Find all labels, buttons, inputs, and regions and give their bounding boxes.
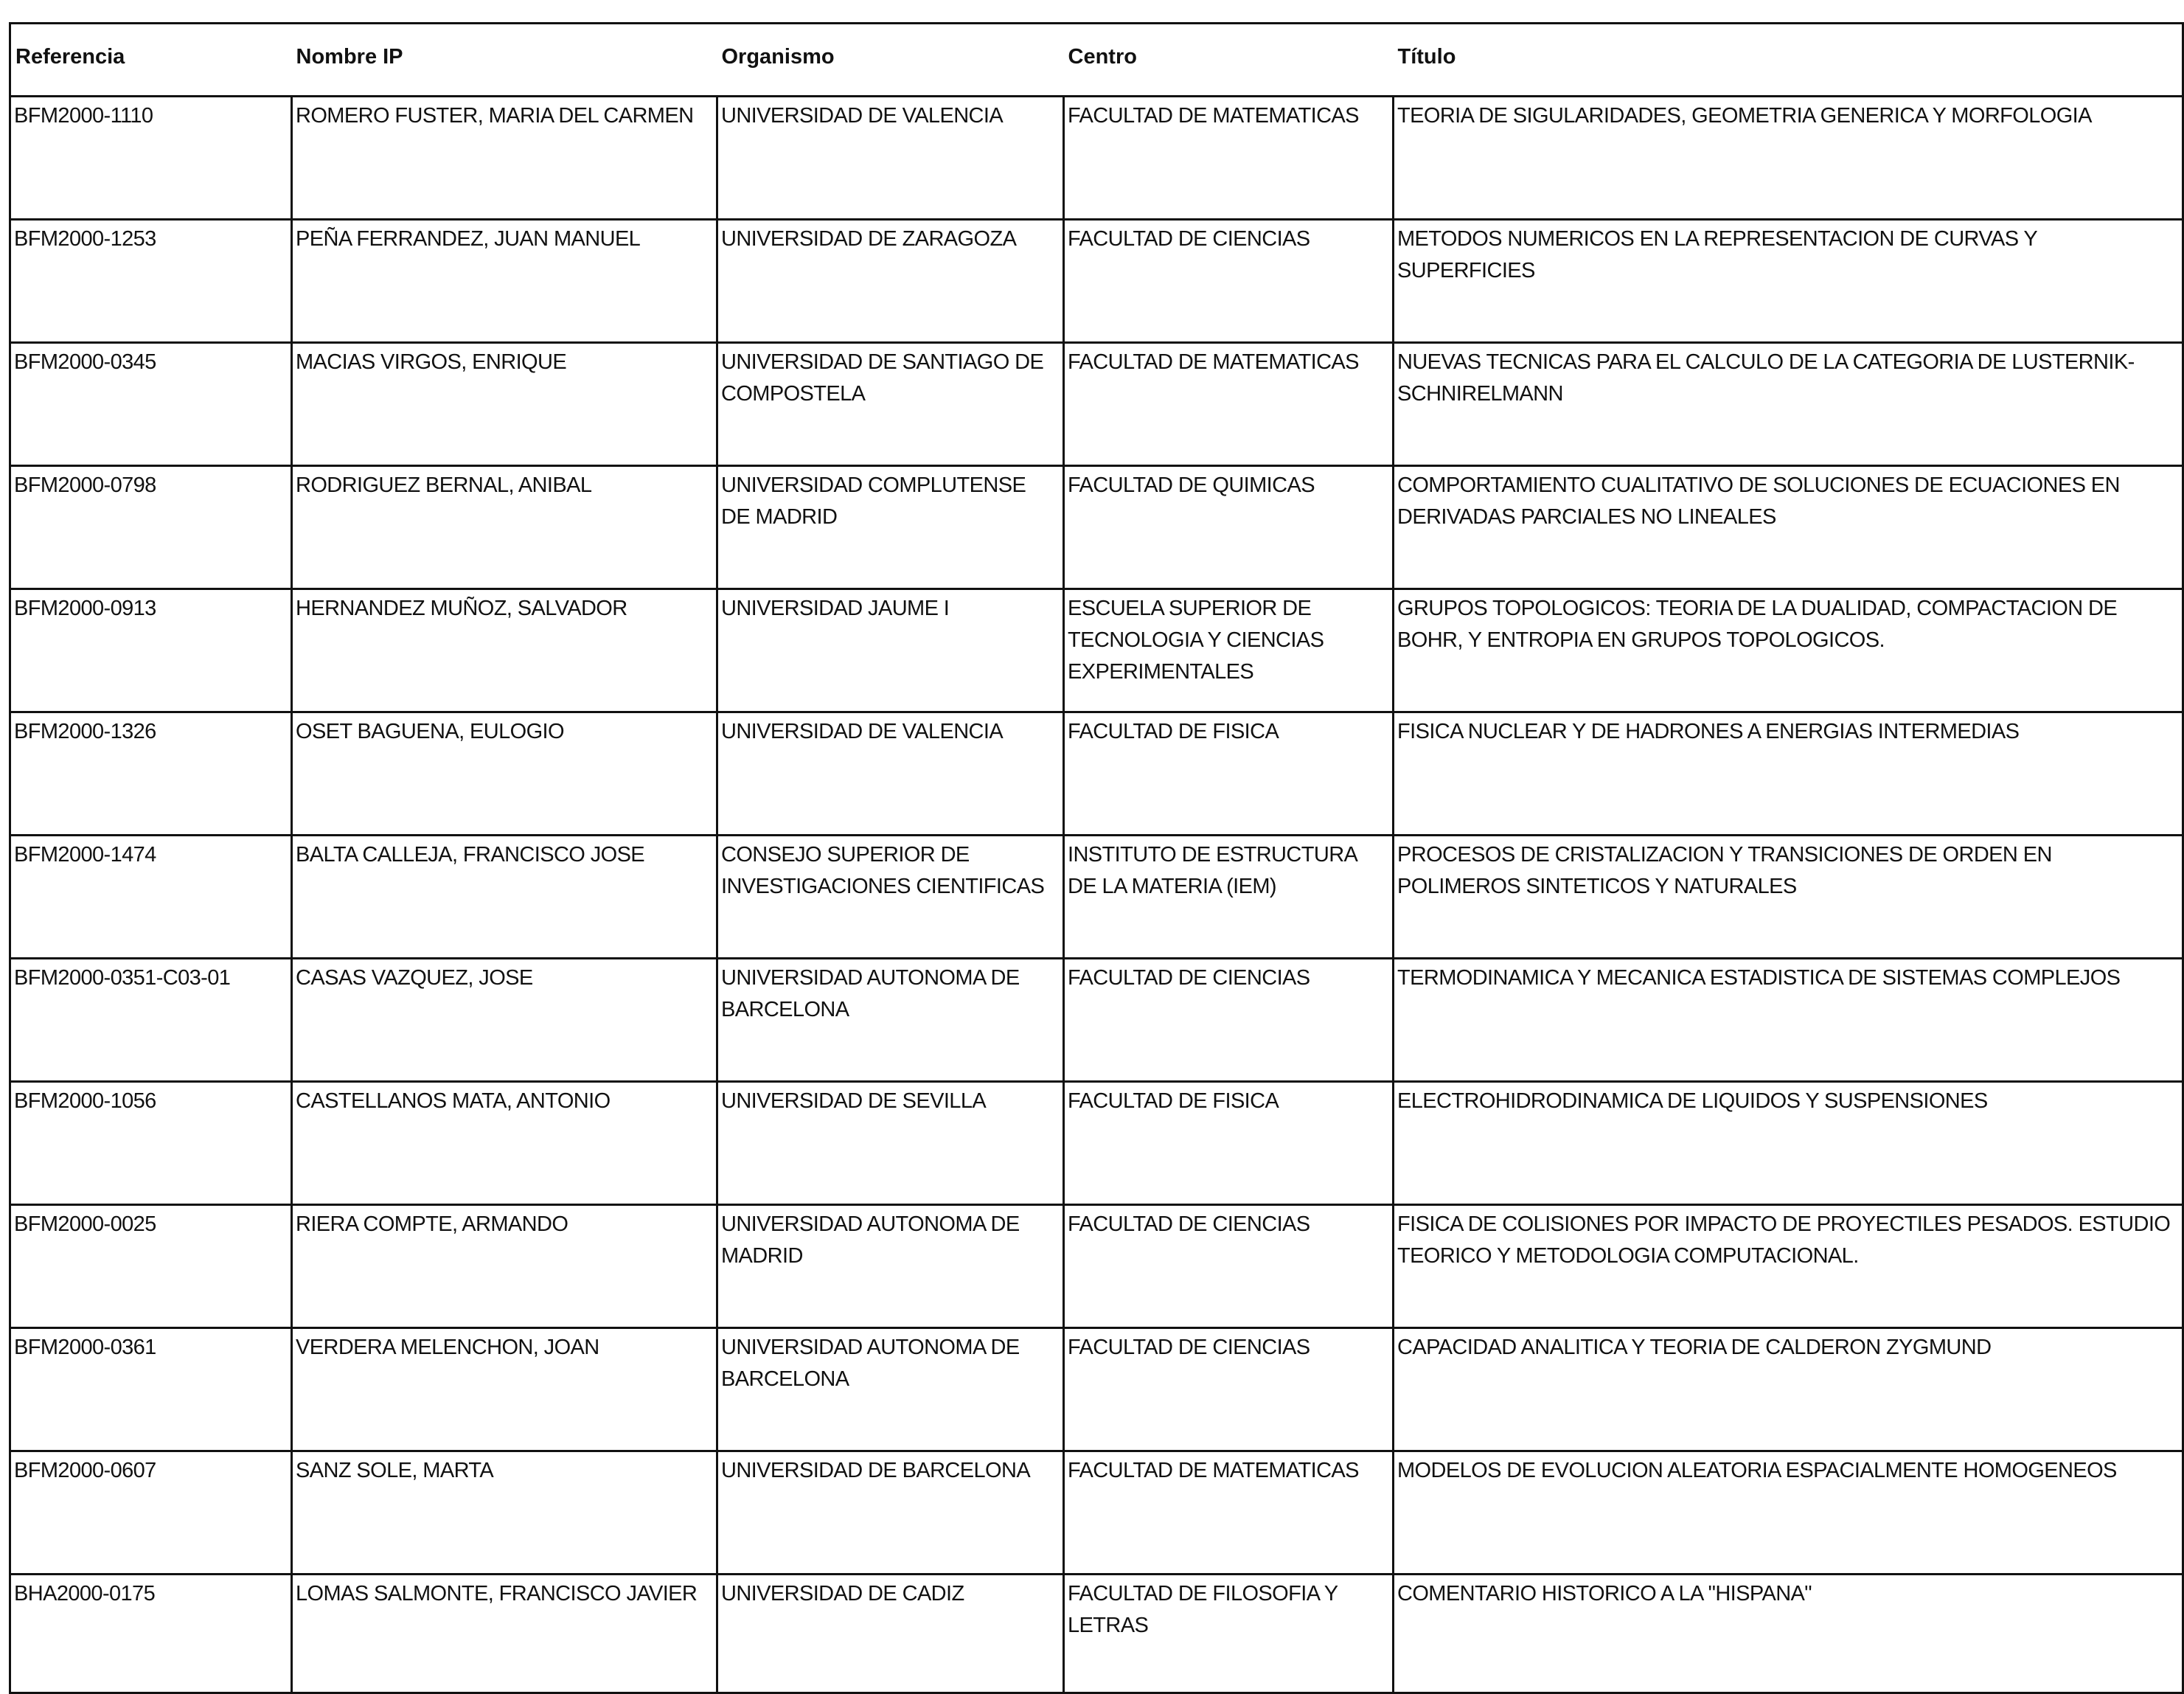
cell-titulo-text: FISICA NUCLEAR Y DE HADRONES A ENERGIAS INTERMEDIAS [1397,720,2020,743]
cell-nombre-ip-text: VERDERA MELENCHON, JOAN [296,1336,599,1359]
cell-centro [1064,1205,1394,1328]
header-nombre-ip: Nombre IP [292,24,717,97]
cell-titulo-text: CAPACIDAD ANALITICA Y TEORIA DE CALDERON ZYGMUND [1397,1336,1992,1359]
table-row [10,97,2183,220]
cell-nombre-ip-text: RIERA COMPTE, ARMANDO [296,1212,568,1236]
cell-titulo-text: TERMODINAMICA Y MECANICA ESTADISTICA DE SISTEMAS COMPLEJOS [1397,966,2121,990]
cell-centro-text: INSTITUTO DE ESTRUCTURA DE LA MATERIA (IEM) [1068,843,1357,898]
cell-organismo-text: UNIVERSIDAD AUTONOMA DE BARCELONA [721,966,1020,1021]
cell-nombre-ip [292,1328,717,1451]
cell-referencia [10,343,292,466]
cell-titulo [1394,343,2183,466]
cell-referencia-text: BFM2000-1110 [14,104,153,128]
cell-organismo-text: UNIVERSIDAD AUTONOMA DE MADRID [721,1212,1020,1268]
table-row [10,220,2183,343]
cell-titulo [1394,1451,2183,1575]
cell-referencia [10,1082,292,1205]
cell-centro-text: FACULTAD DE MATEMATICAS [1068,1459,1359,1482]
cell-centro-text: FACULTAD DE CIENCIAS [1068,1336,1310,1359]
table-row [10,466,2183,589]
cell-referencia [10,97,292,220]
cell-titulo [1394,836,2183,959]
cell-titulo-text: TEORIA DE SIGULARIDADES, GEOMETRIA GENERICA Y MORFOLOGIA [1397,104,2092,128]
table-row [10,343,2183,466]
cell-centro-text: FACULTAD DE QUIMICAS [1068,473,1315,497]
cell-organismo [717,712,1064,836]
cell-titulo [1394,97,2183,220]
cell-nombre-ip-text: HERNANDEZ MUÑOZ, SALVADOR [296,597,627,620]
cell-referencia-text: BFM2000-0361 [14,1336,156,1359]
cell-referencia-text: BFM2000-0345 [14,350,156,374]
cell-nombre-ip [292,466,717,589]
cell-titulo [1394,1205,2183,1328]
cell-organismo-text: UNIVERSIDAD DE BARCELONA [721,1459,1031,1482]
cell-organismo [717,1575,1064,1693]
table-body [10,97,2183,1693]
cell-centro [1064,959,1394,1082]
cell-nombre-ip-text: MACIAS VIRGOS, ENRIQUE [296,350,567,374]
header-referencia: Referencia [10,24,292,97]
cell-titulo [1394,589,2183,712]
cell-nombre-ip [292,1082,717,1205]
cell-nombre-ip-text: ROMERO FUSTER, MARIA DEL CARMEN [296,104,694,128]
cell-titulo-text: GRUPOS TOPOLOGICOS: TEORIA DE LA DUALIDAD, COMPACTACION DE BOHR, Y ENTROPIA EN GRUPOS TOPOLOGICOS. [1397,597,2118,652]
cell-nombre-ip-text: PEÑA FERRANDEZ, JUAN MANUEL [296,227,641,251]
cell-referencia [10,466,292,589]
cell-organismo-text: UNIVERSIDAD DE VALENCIA [721,720,1004,743]
cell-organismo [717,466,1064,589]
cell-referencia [10,1451,292,1575]
cell-referencia-text: BHA2000-0175 [14,1582,156,1606]
cell-nombre-ip [292,343,717,466]
cell-organismo-text: UNIVERSIDAD DE SEVILLA [721,1089,987,1113]
cell-referencia [10,1328,292,1451]
cell-referencia [10,220,292,343]
cell-titulo [1394,712,2183,836]
cell-organismo [717,1451,1064,1575]
cell-nombre-ip [292,1575,717,1693]
cell-organismo-text: UNIVERSIDAD DE ZARAGOZA [721,227,1017,251]
cell-centro-text: FACULTAD DE MATEMATICAS [1068,104,1359,128]
cell-titulo [1394,1082,2183,1205]
cell-titulo-text: METODOS NUMERICOS EN LA REPRESENTACION DE CURVAS Y SUPERFICIES [1397,227,2037,282]
cell-organismo [717,1082,1064,1205]
cell-titulo-text: FISICA DE COLISIONES POR IMPACTO DE PROYECTILES PESADOS. ESTUDIO TEORICO Y METODOLOGIA COMPUTACIONAL. [1397,1212,2171,1268]
cell-organismo-text: UNIVERSIDAD DE SANTIAGO DE COMPOSTELA [721,350,1044,406]
cell-centro [1064,712,1394,836]
cell-centro [1064,220,1394,343]
cell-referencia-text: BFM2000-1056 [14,1089,156,1113]
cell-centro-text: FACULTAD DE FISICA [1068,720,1279,743]
projects-table [9,22,2184,1694]
cell-organismo [717,220,1064,343]
cell-organismo [717,1205,1064,1328]
table-row [10,1205,2183,1328]
cell-centro [1064,97,1394,220]
cell-titulo-text: COMPORTAMIENTO CUALITATIVO DE SOLUCIONES DE ECUACIONES EN DERIVADAS PARCIALES NO LINEALES [1397,473,2120,529]
header-row [10,24,2183,97]
cell-nombre-ip-text: BALTA CALLEJA, FRANCISCO JOSE [296,843,645,867]
cell-nombre-ip [292,1451,717,1575]
cell-centro [1064,1451,1394,1575]
cell-referencia-text: BFM2000-0607 [14,1459,156,1482]
cell-referencia-text: BFM2000-1474 [14,843,156,867]
cell-organismo [717,589,1064,712]
cell-centro [1064,1328,1394,1451]
cell-organismo-text: UNIVERSIDAD COMPLUTENSE DE MADRID [721,473,1026,529]
table-row [10,712,2183,836]
cell-titulo-text: MODELOS DE EVOLUCION ALEATORIA ESPACIALMENTE HOMOGENEOS [1397,1459,2117,1482]
cell-referencia-text: BFM2000-1253 [14,227,156,251]
cell-centro-text: FACULTAD DE FILOSOFIA Y LETRAS [1068,1582,1338,1637]
cell-nombre-ip-text: CASAS VAZQUEZ, JOSE [296,966,533,990]
cell-centro [1064,1082,1394,1205]
cell-referencia [10,589,292,712]
cell-centro-text: ESCUELA SUPERIOR DE TECNOLOGIA Y CIENCIAS EXPERIMENTALES [1068,597,1324,684]
cell-referencia [10,1205,292,1328]
cell-titulo [1394,959,2183,1082]
cell-nombre-ip-text: CASTELLANOS MATA, ANTONIO [296,1089,611,1113]
cell-centro-text: FACULTAD DE CIENCIAS [1068,227,1310,251]
cell-centro-text: FACULTAD DE FISICA [1068,1089,1279,1113]
header-organismo: Organismo [717,24,1064,97]
cell-nombre-ip [292,220,717,343]
cell-referencia [10,836,292,959]
table-row [10,1451,2183,1575]
cell-centro [1064,836,1394,959]
cell-titulo [1394,1575,2183,1693]
cell-organismo [717,959,1064,1082]
cell-titulo [1394,466,2183,589]
cell-organismo-text: UNIVERSIDAD JAUME I [721,597,950,620]
cell-nombre-ip-text: LOMAS SALMONTE, FRANCISCO JAVIER [296,1582,698,1606]
cell-nombre-ip [292,712,717,836]
cell-nombre-ip-text: SANZ SOLE, MARTA [296,1459,494,1482]
cell-organismo-text: UNIVERSIDAD AUTONOMA DE BARCELONA [721,1336,1020,1391]
cell-referencia-text: BFM2000-0798 [14,473,156,497]
cell-centro [1064,343,1394,466]
table-row [10,959,2183,1082]
table-row [10,836,2183,959]
cell-nombre-ip [292,836,717,959]
cell-centro-text: FACULTAD DE CIENCIAS [1068,966,1310,990]
cell-organismo [717,1328,1064,1451]
cell-nombre-ip [292,589,717,712]
cell-centro [1064,466,1394,589]
cell-referencia [10,712,292,836]
cell-centro-text: FACULTAD DE MATEMATICAS [1068,350,1359,374]
table-row [10,1575,2183,1693]
header-centro: Centro [1064,24,1394,97]
cell-centro [1064,589,1394,712]
cell-titulo-text: NUEVAS TECNICAS PARA EL CALCULO DE LA CATEGORIA DE LUSTERNIK-SCHNIRELMANN [1397,350,2135,406]
cell-titulo [1394,220,2183,343]
cell-referencia-text: BFM2000-1326 [14,720,156,743]
cell-referencia [10,959,292,1082]
cell-nombre-ip-text: OSET BAGUENA, EULOGIO [296,720,564,743]
cell-organismo [717,836,1064,959]
cell-referencia-text: BFM2000-0351-C03-01 [14,966,231,990]
cell-referencia-text: BFM2000-0913 [14,597,156,620]
table-row [10,589,2183,712]
table-row [10,1328,2183,1451]
cell-nombre-ip [292,97,717,220]
cell-nombre-ip [292,959,717,1082]
cell-organismo-text: UNIVERSIDAD DE CADIZ [721,1582,964,1606]
cell-referencia-text: BFM2000-0025 [14,1212,156,1236]
cell-centro-text: FACULTAD DE CIENCIAS [1068,1212,1310,1236]
cell-centro [1064,1575,1394,1693]
cell-titulo-text: COMENTARIO HISTORICO A LA "HISPANA" [1397,1582,1812,1606]
cell-referencia [10,1575,292,1693]
cell-organismo [717,343,1064,466]
cell-nombre-ip [292,1205,717,1328]
cell-nombre-ip-text: RODRIGUEZ BERNAL, ANIBAL [296,473,592,497]
header-titulo: Título [1394,24,2183,97]
cell-organismo-text: UNIVERSIDAD DE VALENCIA [721,104,1004,128]
cell-organismo-text: CONSEJO SUPERIOR DE INVESTIGACIONES CIENTIFICAS [721,843,1045,898]
cell-titulo-text: PROCESOS DE CRISTALIZACION Y TRANSICIONES DE ORDEN EN POLIMEROS SINTETICOS Y NATURALES [1397,843,2052,898]
cell-organismo [717,97,1064,220]
table-row [10,1082,2183,1205]
cell-titulo [1394,1328,2183,1451]
cell-titulo-text: ELECTROHIDRODINAMICA DE LIQUIDOS Y SUSPENSIONES [1397,1089,1988,1113]
table-header [10,24,2183,97]
document-sheet [9,22,2182,1659]
